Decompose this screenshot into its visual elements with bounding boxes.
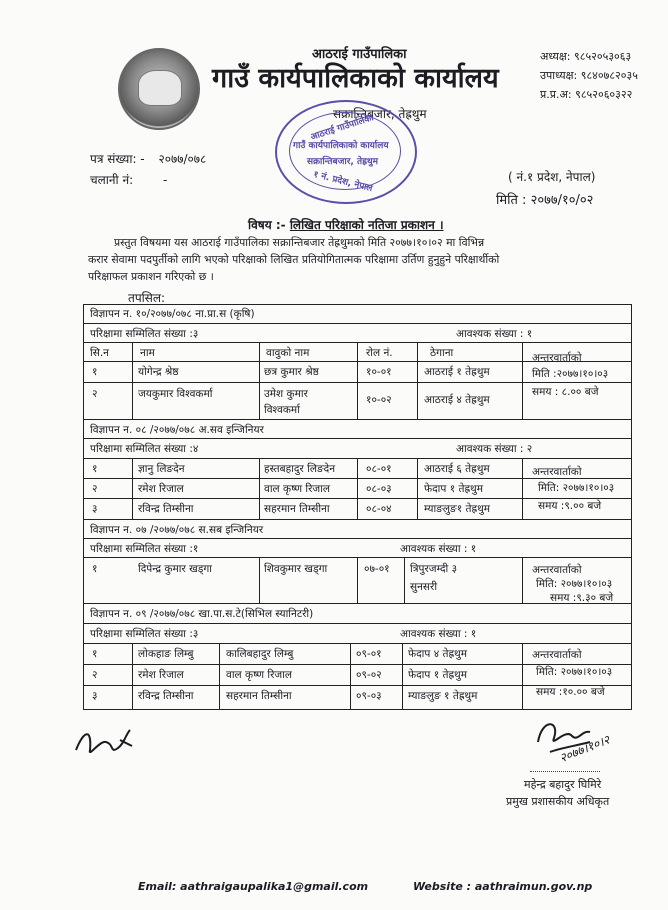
header-sn: सि.न (90, 347, 109, 359)
office-stamp: आठराई गाउँपालिका गाउँ कार्यपालिकाको कार्यालय सक्रान्तिबजार, तेह्रथुम १ नं. प्रदेश, नेपाल (275, 100, 417, 204)
letter-body: प्रस्तुत विषयमा यस आठराई गाउँपालिका सक्रान्तिबजार तेह्रथुमको मिति २०७७।१०।०२ मा विभिन्न करार सेवामा पदपुर्तीको लागि भएको परिक्षाको लिखित प्रतियोगितात्मक परिक्षामा उर्तिण हुनुहुने परिक्षार्थीको परिक्षाफल प्रकाशन गरिएको छ । (88, 236, 500, 283)
header-address: ठेगाना (430, 347, 454, 359)
patra-sankhya: पत्र संख्या: - २०७७/०७८ (90, 152, 207, 166)
province-label: ( नं.१ प्रदेश, नेपाल) (508, 170, 596, 184)
signatory-designation: प्रमुख प्रशासकीय अधिकृत (506, 795, 610, 808)
header-father: वावुको नाम (266, 347, 310, 359)
contact-list (540, 47, 638, 104)
footer-email[interactable]: Email: aathraigaupalika1@gmail.com (138, 880, 369, 893)
letter-date: मिति : २०७७/१०/०२ (496, 193, 594, 208)
header-roll: रोल नं. (366, 347, 393, 359)
handwritten-signature-left (70, 720, 140, 765)
contact-vice-chairperson: उपाध्यक्ष: ९८४०७८२०३५ (540, 69, 638, 82)
contact-cao: प्र.प्र.अ: ९८५२०६०३२२ (540, 88, 633, 101)
rural-municipality-name: आठराई गाउँपालिका (312, 47, 407, 62)
handwritten-date: २०७७।१०।२ (557, 732, 612, 766)
tapasil-label: तपसिल: (128, 291, 166, 305)
chalani-number: चलानी नं: - (90, 173, 168, 187)
contact-chairperson: अध्यक्ष: ९८५२०५३०६३ (540, 50, 632, 63)
footer-website[interactable]: Website : aathraimun.gov.np (413, 880, 593, 893)
office-title: गाउँ कार्यपालिकाको कार्यालय (212, 63, 499, 94)
results-table: विज्ञापन न. १०/२०७७/०७८ ना.प्रा.स (कृषि) परिक्षामा सम्मिलित संख्या :३ आवश्यक संख्या : १ सि.न नाम वावुको नाम रोल नं. ठेगाना १ योगेन्द्र श्रेष्ठ छत्र कुमार श्रेष्ठ १०-०१ आठराई १ तेह्रथुम २ जयकुमार विश्वकर्मा उमेश कुमार विश्वकर्मा १०-०२ आठराई ४ तेह्रथुम अन्तरवार्ताको मिति :२०७७।१०।०३ समय : ८.०० बजे विज्ञापन न. ०८ /२०७७/०७८ अ.सव इन्जिनियर परिक्षामा सम्मिलित संख्या :४ आवश्यक संख्या : २ १ ज्ञानु लिङदेन हस्तबहादुर लिङदेन ०८-०१ आठराई ६ तेह्रथुम २ रमेश रिजाल वाल कृष्ण रिजाल ०८-०३ फेदाप १ तेह्रथुम ३ रविन्द्र तिम्सीना सहरमान तिम्सीना ०८-०४ म्याङलुङ१ तेह्रथुम अन्तरवार्ताको मिति: २०७७।१०।०३ समय :९.०० बजे विज्ञापन न. ०७ /२०७७/०७८ स.सब इन्जिनियर परिक्षामा सम्मिलित संख्या :१ आवश्यक संख्या : १ १ दिपेन्द्र कुमार खड्गा शिवकुमार खड्गा ०७-०१ त्रिपुरजम्दी ३ सुनसरी अन्तरवार्ताको मिति: २०७७।१०।०३ समय :९.३० बजे विज्ञापन न. ०९ /२०७७/०७८ खा.पा.स.टे(सिभिल स्यानिटरी) परिक्षामा सम्मिलित संख्या :३ आवश्यक संख्या : १ १ लोकहाङ लिम्बु कालिबहादुर लिम्बु ०९-०१ फेदाप ४ तेह्रथुम २ रमेश रिजाल वाल कृष्ण रिजाल ०९-०२ फेदाप १ तेह्रथुम ३ रविन्द्र तिम्सीना सहरमान तिम्सीना ०९-०३ म्याङलुङ १ तेह्रथुम अन्तरवार्ताको मिति: २०७७।१०।०३ समय :१०.०० बजे (83, 304, 632, 710)
signatory-name: महेन्द्र बहादुर घिमिरे (524, 778, 602, 791)
header-name: नाम (140, 347, 155, 359)
subject-line: विषय :- लिखित परिक्षाको नतिजा प्रकाशन । (248, 218, 444, 232)
government-emblem-icon (118, 48, 200, 130)
office-address: सक्रान्तिबजार, तेह्रथुम (333, 107, 427, 121)
